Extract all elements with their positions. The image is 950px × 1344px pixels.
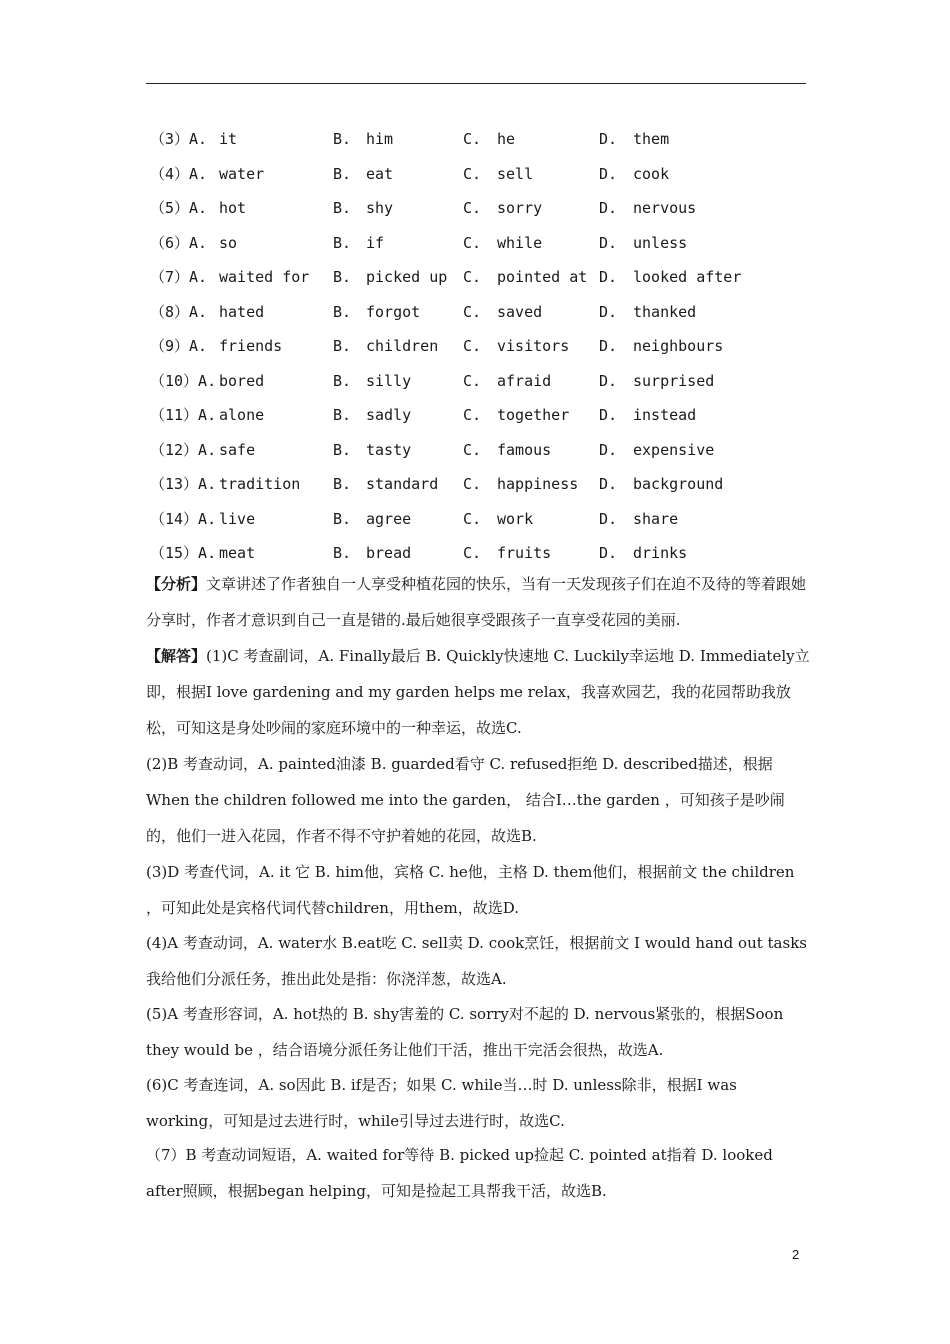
option-row [146, 467, 816, 502]
option-number: （8）A. [150, 302, 208, 321]
option-a: it [219, 130, 238, 148]
answer-text-1: (1)C 考查副词，A. Finally最后 B. Quickly快速地 C. Luckily幸运地 D. Immediately立即，根据I love gardening and my garden helps me relax，我喜欢园艺，我的花园帮助我放松，可知这是身处吵闹的家庭环境中的一种幸运，故选C. [146, 647, 810, 737]
option-b-label: B. [333, 475, 352, 493]
options-list [146, 122, 816, 571]
option-d: cook [633, 164, 670, 183]
option-c-label: C. [463, 440, 482, 459]
option-b: bread [366, 544, 412, 562]
option-d: nervous [633, 199, 697, 217]
option-d-label: D. [599, 130, 618, 148]
option-b: silly [366, 371, 412, 390]
option-d-label: D. [599, 440, 618, 459]
option-d: instead [633, 406, 697, 424]
option-row [146, 502, 816, 537]
option-d: looked after [633, 268, 742, 286]
option-a: tradition [219, 475, 301, 493]
option-d: unless [633, 233, 688, 252]
option-row [146, 329, 816, 364]
option-b-label: B. [333, 302, 352, 321]
option-c-label: C. [463, 509, 482, 528]
option-row [146, 398, 816, 433]
answer-paragraph-4 [146, 925, 810, 997]
option-c-label: C. [463, 337, 482, 355]
option-b: forgot [366, 302, 421, 321]
option-d: thanked [633, 302, 697, 321]
option-b-label: B. [333, 233, 352, 252]
option-number: （12）A. [150, 440, 217, 459]
option-c: afraid [497, 371, 552, 390]
option-d-label: D. [599, 199, 618, 217]
answer-paragraph-5 [146, 996, 810, 1068]
option-number: （4）A. [150, 164, 208, 183]
option-row [146, 433, 816, 468]
option-d: expensive [633, 440, 715, 459]
option-b-label: B. [333, 268, 352, 286]
answer-text-6: (6)C 考查连词，A. so因此 B. if是否；如果 C. while当…时 D. unless除非，根据I was working，可知是过去进行时，while引导过去进行时，故选C. [146, 1076, 737, 1130]
option-b-label: B. [333, 371, 352, 390]
option-d: background [633, 475, 724, 493]
option-b-label: B. [333, 406, 352, 424]
option-row [146, 157, 816, 192]
option-c-label: C. [463, 544, 482, 562]
option-a: hot [219, 199, 247, 217]
option-a: live [219, 509, 256, 528]
option-number: （3）A. [150, 130, 208, 148]
answer-paragraph-1 [146, 638, 810, 746]
option-c: sorry [497, 199, 543, 217]
option-c-label: C. [463, 371, 482, 390]
option-number: （13）A. [150, 475, 217, 493]
option-d-label: D. [599, 233, 618, 252]
option-c-label: C. [463, 199, 482, 217]
answer-text-5: (5)A 考查形容词，A. hot热的 B. shy害羞的 C. sorry对不起的 D. nervous紧张的，根据Soon they would be ，结合语境分派任务让他们干活，推出干完活会很热，故选A. [146, 1005, 784, 1059]
answer-paragraph-2 [146, 746, 810, 854]
option-number: （14）A. [150, 509, 217, 528]
option-c-label: C. [463, 302, 482, 321]
option-c-label: C. [463, 164, 482, 183]
option-c: happiness [497, 475, 579, 493]
option-row [146, 295, 816, 330]
option-a: bored [219, 371, 265, 390]
option-c-label: C. [463, 475, 482, 493]
option-d-label: D. [599, 164, 618, 183]
option-b: agree [366, 509, 412, 528]
option-c: saved [497, 302, 543, 321]
option-c: visitors [497, 337, 570, 355]
option-b-label: B. [333, 337, 352, 355]
option-number: （6）A. [150, 233, 208, 252]
option-d: share [633, 509, 679, 528]
analysis-paragraph [146, 566, 810, 638]
option-number: （15）A. [150, 544, 217, 562]
option-d-label: D. [599, 544, 618, 562]
option-d-label: D. [599, 337, 618, 355]
option-c: famous [497, 440, 552, 459]
option-c-label: C. [463, 268, 482, 286]
option-b: standard [366, 475, 439, 493]
option-c: work [497, 509, 534, 528]
analysis-text: 文章讲述了作者独自一人享受种植花园的快乐，当有一天发现孩子们在迫不及待的等着跟她分享时，作者才意识到自己一直是错的.最后她很享受跟孩子一直享受花园的美丽. [146, 575, 807, 629]
option-d: drinks [633, 544, 688, 562]
answer-paragraph-6 [146, 1067, 810, 1139]
option-d-label: D. [599, 475, 618, 493]
option-b: tasty [366, 440, 412, 459]
option-a: alone [219, 406, 265, 424]
option-c-label: C. [463, 406, 482, 424]
option-row [146, 364, 816, 399]
answer-text-2: (2)B 考查动词，A. painted油漆 B. guarded看守 C. refused拒绝 D. described描述，根据 When the children followed me into the garden， 结合I…the garden ，可知孩子是吵闹的，他们一进入花园，作者不得不守护着她的花园，故选B. [146, 755, 785, 845]
answer-paragraph-7 [146, 1137, 810, 1209]
option-row [146, 191, 816, 226]
option-a: waited for [219, 268, 310, 286]
option-a: safe [219, 440, 256, 459]
answer-paragraph-3 [146, 854, 810, 926]
option-d: them [633, 130, 670, 148]
option-c: he [497, 130, 516, 148]
option-a: water [219, 164, 265, 183]
option-d-label: D. [599, 406, 618, 424]
option-d-label: D. [599, 268, 618, 286]
option-row [146, 260, 816, 295]
option-b-label: B. [333, 199, 352, 217]
option-c-label: C. [463, 130, 482, 148]
option-b-label: B. [333, 509, 352, 528]
option-b: picked up [366, 268, 448, 286]
option-number: （7）A. [150, 268, 208, 286]
option-row [146, 122, 816, 157]
option-c: pointed at [497, 268, 588, 286]
option-d: neighbours [633, 337, 724, 355]
option-c-label: C. [463, 233, 482, 252]
option-number: （11）A. [150, 406, 217, 424]
option-c: together [497, 406, 570, 424]
option-d-label: D. [599, 302, 618, 321]
option-d-label: D. [599, 371, 618, 390]
option-b: children [366, 337, 439, 355]
option-b-label: B. [333, 164, 352, 183]
option-number: （5）A. [150, 199, 208, 217]
page-number: 2 [792, 1247, 800, 1262]
option-number: （10）A. [150, 371, 217, 390]
option-a: hated [219, 302, 265, 321]
analysis-label: 【分析】 [146, 575, 207, 593]
option-b-label: B. [333, 440, 352, 459]
option-b: if [366, 233, 385, 252]
option-b: eat [366, 164, 394, 183]
option-d-label: D. [599, 509, 618, 528]
option-a: so [219, 233, 238, 252]
option-b-label: B. [333, 130, 352, 148]
option-a: meat [219, 544, 256, 562]
option-row [146, 226, 816, 261]
option-c: while [497, 233, 543, 252]
option-number: （9）A. [150, 337, 208, 355]
option-a: friends [219, 337, 283, 355]
answer-text-4: (4)A 考查动词，A. water水 B.eat吃 C. sell卖 D. cook烹饪，根据前文 I would hand out tasks我给他们分派任务，推出此处是指：你浇洋葱，故选A. [146, 934, 807, 988]
answer-text-3: (3)D 考查代词，A. it 它 B. him他，宾格 C. he他，主格 D. them他们，根据前文 the children ，可知此处是宾格代词代替children，用them，故选D. [146, 863, 795, 917]
option-b: sadly [366, 406, 412, 424]
option-d: surprised [633, 371, 715, 390]
header-rule [146, 83, 806, 84]
option-c: sell [497, 164, 534, 183]
option-b: him [366, 130, 394, 148]
option-c: fruits [497, 544, 552, 562]
option-b: shy [366, 199, 394, 217]
answer-text-7: （7）B 考查动词短语，A. waited for等待 B. picked up捡起 C. pointed at指着 D. looked after照顾，根据began helping，可知是捡起工具帮我干活，故选B. [146, 1146, 773, 1200]
option-b-label: B. [333, 544, 352, 562]
answer-label: 【解答】 [146, 647, 207, 665]
